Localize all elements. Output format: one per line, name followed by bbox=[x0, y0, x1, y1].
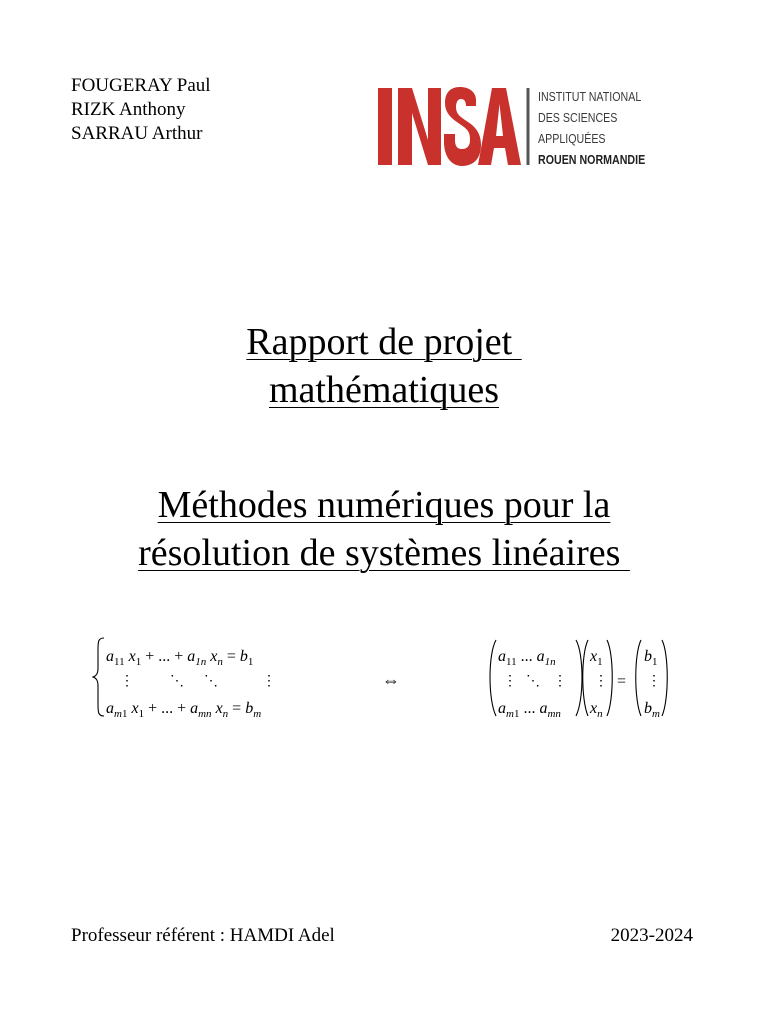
vertical-dots: ⋮ bbox=[594, 674, 608, 689]
b-vector-bottom: $b_m$ bbox=[644, 700, 660, 720]
title-line: mathématiques bbox=[268, 369, 500, 411]
logo-text bbox=[538, 86, 645, 170]
logo-line: DES SCIENCES bbox=[538, 110, 618, 125]
author-list bbox=[71, 74, 211, 146]
insa-wordmark bbox=[372, 80, 532, 174]
matrix-row-m: $a_{m1}$ ... $a_{mn}$ bbox=[498, 700, 561, 720]
subtitle-line: résolution de systèmes linéaires bbox=[138, 532, 630, 574]
report-subtitle bbox=[0, 481, 768, 577]
linear-system-equation bbox=[92, 630, 677, 725]
system-row-m: $a_{m1}$ $x_1$ + ... + $a_{mn}$ $x_n = b_m$ bbox=[106, 700, 262, 720]
equals-symbol: = bbox=[617, 673, 627, 690]
vertical-dots: ⋮ bbox=[262, 674, 276, 689]
professor-label: Professeur référent : HAMDI Adel bbox=[71, 925, 335, 946]
author-name: FOUGERAY Paul bbox=[71, 75, 211, 96]
x-vector-top: $x_1$ bbox=[590, 648, 603, 668]
system-row-1: $a_{11}$ $x_1$ + ... + $a_{1n}$ $x_n = b_1$ bbox=[106, 648, 254, 668]
diagonal-dots: ⋱ bbox=[170, 674, 184, 689]
diagonal-dots: ⋱ bbox=[204, 674, 218, 689]
vertical-dots: ⋮ bbox=[553, 674, 567, 689]
logo-line: INSTITUT NATIONAL bbox=[538, 89, 642, 104]
equivalence-symbol: ⇔ bbox=[382, 670, 400, 690]
vertical-dots: ⋮ bbox=[120, 674, 134, 689]
logo-line: APPLIQUÉES bbox=[538, 131, 606, 146]
author-name: SARRAU Arthur bbox=[71, 123, 203, 144]
diagonal-dots: ⋱ bbox=[526, 674, 540, 689]
b-vector-top: $b_1$ bbox=[644, 648, 658, 668]
author-name: RIZK Anthony bbox=[71, 99, 186, 120]
subtitle-line: Méthodes numériques pour la bbox=[157, 484, 611, 526]
academic-year: 2023-2024 bbox=[610, 925, 693, 946]
matrix-row-1: $a_{11}$ ... $a_{1n}$ bbox=[498, 648, 556, 668]
vertical-dots: ⋮ bbox=[503, 674, 517, 689]
x-vector-bottom: $x_n$ bbox=[590, 700, 603, 720]
logo-line: ROUEN NORMANDIE bbox=[538, 152, 646, 167]
insa-logo bbox=[372, 80, 658, 174]
title-line: Rapport de projet bbox=[246, 321, 522, 363]
vertical-dots: ⋮ bbox=[647, 674, 661, 689]
report-title bbox=[0, 318, 768, 414]
